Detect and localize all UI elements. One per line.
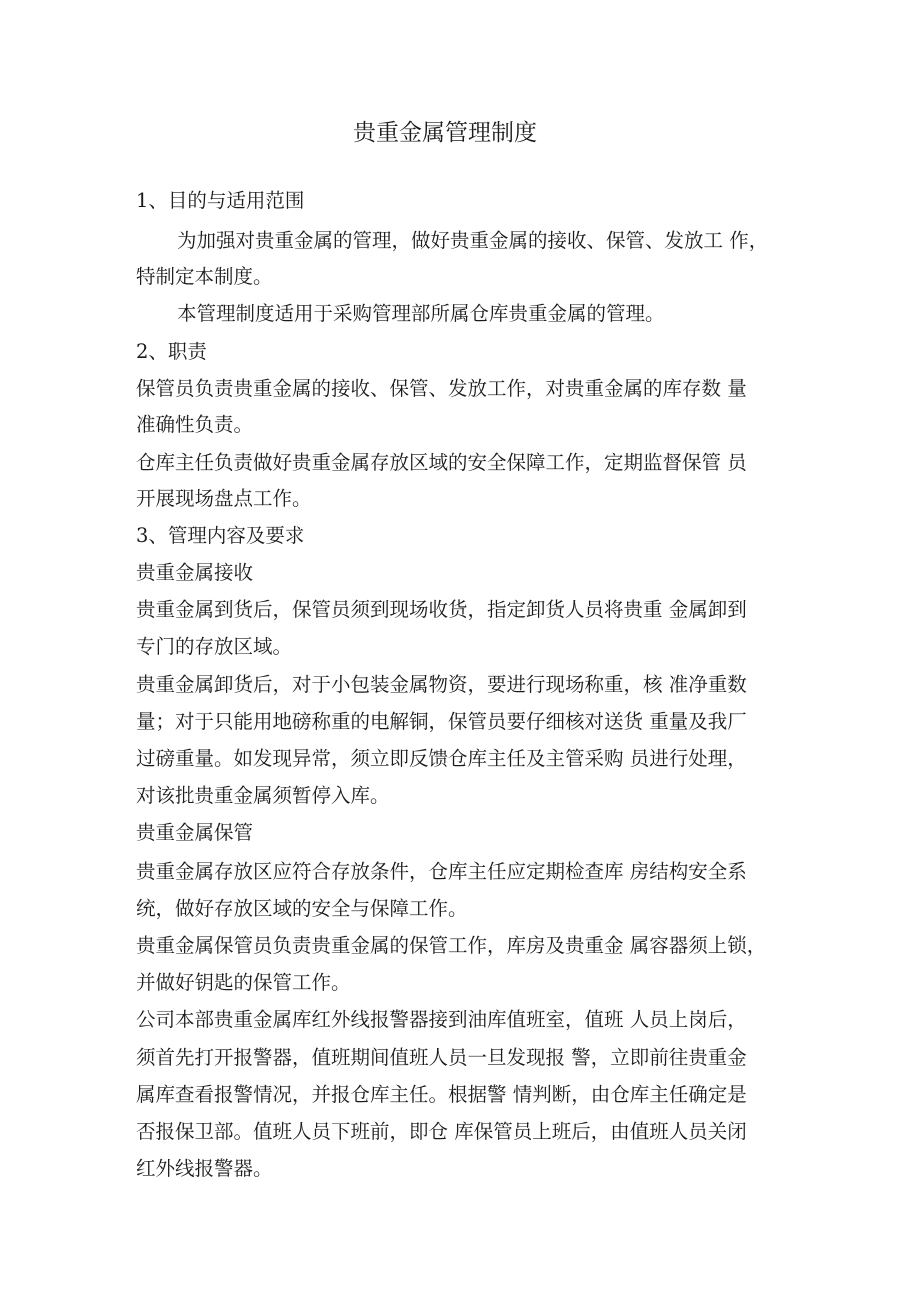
paragraph-line: 贵重金属到货后，保管员须到现场收货，指定卸货人员将贵重 金属卸到 — [136, 598, 747, 621]
paragraph-line: 专门的存放区域。 — [136, 635, 293, 658]
subsection-heading: 贵重金属接收 — [136, 561, 254, 584]
document-title: 贵重金属管理制度 — [353, 120, 537, 146]
paragraph-line: 统，做好存放区域的安全与保障工作。 — [136, 897, 468, 920]
paragraph-line: 属库查看报警情况，并报仓库主任。根据警 情判断，由仓库主任确定是 — [136, 1083, 747, 1106]
paragraph-line: 须首先打开报警器，值班期间值班人员一旦发现报 警，立即前往贵重金 — [136, 1046, 747, 1069]
paragraph-line: 贵重金属保管员负责贵重金属的保管工作，库房及贵重金 属容器须上锁， — [136, 934, 767, 957]
paragraph-line: 本管理制度适用于采购管理部所属仓库贵重金属的管理。 — [177, 302, 665, 325]
section-heading: 2、职责 — [136, 340, 207, 363]
paragraph-line: 公司本部贵重金属库红外线报警器接到油库值班室，值班 人员上岗后， — [136, 1008, 747, 1031]
paragraph-line: 准确性负责。 — [136, 413, 254, 436]
paragraph-line: 否报保卫部。值班人员下班前，即仓 库保管员上班后，由值班人员关闭 — [136, 1120, 747, 1143]
paragraph-line: 为加强对贵重金属的管理，做好贵重金属的接收、保管、发放工 作， — [177, 229, 769, 252]
section-heading: 3、管理内容及要求 — [136, 524, 305, 547]
section-heading: 1、目的与适用范围 — [136, 189, 305, 212]
paragraph-line: 量；对于只能用地磅称重的电解铜，保管员要仔细核对送货 重量及我厂 — [136, 710, 747, 733]
paragraph-line: 贵重金属卸货后，对于小包装金属物资，要进行现场称重，核 准净重数 — [136, 673, 747, 696]
subsection-heading: 贵重金属保管 — [136, 821, 254, 844]
paragraph-line: 开展现场盘点工作。 — [136, 487, 312, 510]
paragraph-line: 过磅重量。如发现异常，须立即反馈仓库主任及主管采购 员进行处理， — [136, 747, 747, 770]
paragraph-line: 贵重金属存放区应符合存放条件，仓库主任应定期检查库 房结构安全系 — [136, 860, 747, 883]
paragraph-line: 对该批贵重金属须暂停入库。 — [136, 784, 390, 807]
paragraph-line: 并做好钥匙的保管工作。 — [136, 971, 351, 994]
paragraph-line: 保管员负责贵重金属的接收、保管、发放工作，对贵重金属的库存数 量 — [136, 377, 747, 400]
paragraph-line: 特制定本制度。 — [136, 265, 273, 288]
paragraph-line: 仓库主任负责做好贵重金属存放区域的安全保障工作，定期监督保管 员 — [136, 451, 747, 474]
paragraph-line: 红外线报警器。 — [136, 1157, 273, 1180]
